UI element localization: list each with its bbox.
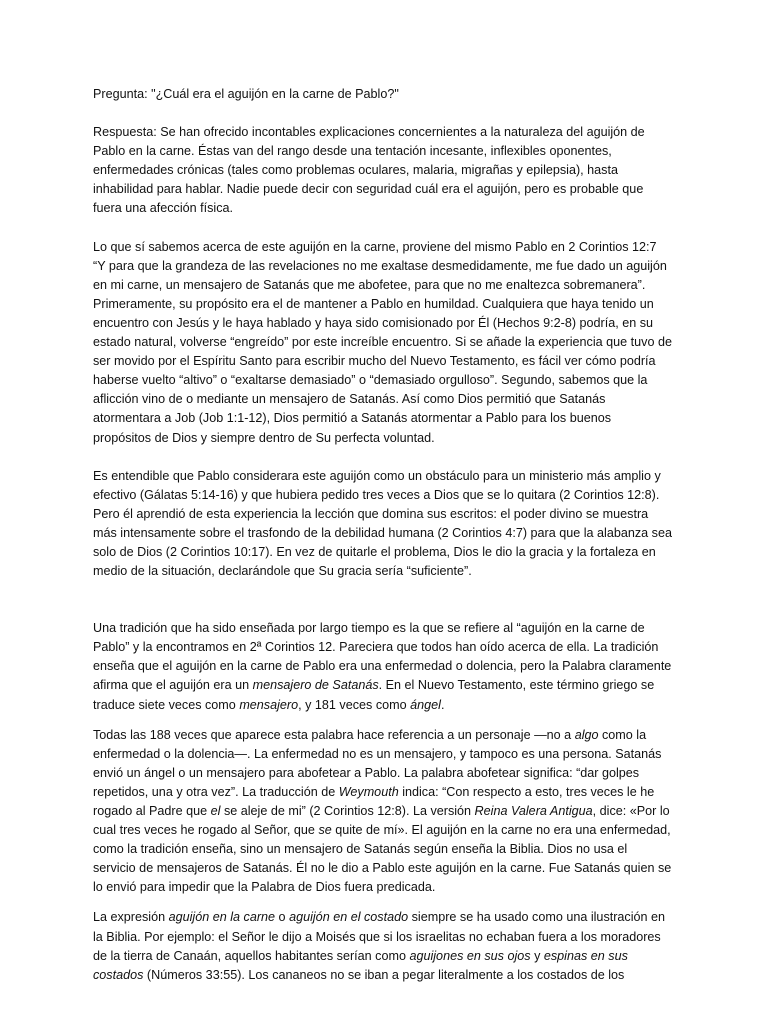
paragraph-tradition — [93, 619, 672, 714]
italic-run: aguijón en el costado — [289, 910, 409, 925]
italic-run: Weymouth — [338, 784, 399, 799]
italic-run: el — [210, 804, 221, 818]
text-run: . — [440, 697, 445, 712]
text-run: , y 181 veces como — [298, 697, 411, 712]
paragraph-second-corinthians: Lo que sí sabemos acerca de este aguijón en la carne, proviene del mismo Pablo en 2 Corintios 12:7 “Y para que la grandeza de las revelaciones no me exaltase desmedidamente, me fue dado un aguijón en mi carne, un mensajero de Satanás que me abofetee, para que no me enaltezca sobremanera”. Primeramente, su propósito era el de mantener a Pablo en humildad. Cualquiera que haya tenido un encuentro con Jesús y le haya hablado y haya sido comisionado por Él (Hechos 9:2-8) podría, en su estado natural, volverse “engreído” por este increíble encuentro. Si se añade la experiencia que tuvo de ser movido por el Espíritu Santo para escribir mucho del Nuevo Testamento, es fácil ver cómo podría haberse vuelto “altivo” o “exaltarse demasiado” o “demasiado orgulloso”. Segundo, sabemos que la aflicción vino de o mediante un mensajero de Satanás. Así como Dios permitió que Satanás atormentara a Job (Job 1:1-12), Dios permitió a Satanás atormentar a Pablo para los buenos propósitos de Dios y siempre dentro de Su perfecta voluntad. — [93, 239, 672, 445]
italic-run: ángel — [410, 697, 441, 712]
text-run: quite de mí». El aguijón en la carne no era una enfermedad, como la tradición enseña, sino un mensajero de Satanás según enseña la Biblia. Dios no usa el servicio de mensajeros de Satanás. Él no le dio a Pablo este aguijón en la carne. Fue Satanás quien se lo envió para impedir que la Palabra de Dios fuera predicada. — [93, 823, 672, 895]
text-run: o — [275, 910, 290, 925]
text-run: se aleje de mi” (2 Corintios 12:8). La versión — [220, 804, 475, 818]
italic-run: mensajero — [239, 697, 299, 712]
italic-run: se — [318, 823, 332, 838]
text-run: como la enfermedad o la dolencia—. La enfermedad no es un mensajero, y tampoco es una persona. Satanás envió un ángel o un mensajero para abofetear a Pablo. La palabra abofetear significa: “dar golpes repetidos, una y otra vez”. La traducción de — [93, 727, 662, 799]
paragraph-expression — [93, 908, 672, 984]
text-run: . En el Nuevo Testamento, este término griego se traduce siete veces como — [93, 678, 655, 712]
italic-run: mensajero de Satanás — [252, 678, 379, 693]
text-run: siempre se ha usado como una ilustración en la Biblia. Por ejemplo: el Señor le dijo a Moisés que si los israelitas no echaban fuera a los moradores de la tierra de Canaán, aquellos habitantes serían como — [93, 910, 666, 963]
text-run: Una tradición que ha sido enseñada por largo tiempo es la que se refiere al “aguijón en la carne de Pablo” y la encontramos en 2ª Corintios 12. Pareciera que todos han oído acerca de ella. La tradición enseña que el aguijón en la carne de Pablo era una enfermedad o dolencia, pero la Palabra claramente afirma que el aguijón era un — [93, 621, 672, 693]
italic-run: aguijón en la carne — [168, 910, 276, 925]
text-run: La expresión — [93, 910, 169, 925]
italic-run: aguijones en sus ojos — [409, 948, 531, 963]
question-heading: Pregunta: "¿Cuál era el aguijón en la carne de Pablo?" — [93, 87, 399, 101]
italic-run: algo — [574, 727, 599, 742]
text-run: indica: “Con respecto a esto, tres veces le he rogado al Padre que — [93, 784, 655, 818]
text-run: (Números 33:55). Los cananeos no se iban a pegar literalmente a los costados de los — [143, 967, 625, 982]
text-run: , dice: «Por lo cual tres veces he rogado al Señor, que — [93, 804, 670, 838]
text-run: y — [530, 948, 544, 963]
text-run: Todas las 188 veces que aparece esta palabra hace referencia a un personaje —no a — [93, 727, 575, 742]
italic-run: Reina Valera Antigua — [474, 804, 593, 818]
paragraph-obstacle: Es entendible que Pablo considerara este aguijón como un obstáculo para un ministerio más amplio y efectivo (Gálatas 5:14-16) y que hubiera pedido tres veces a Dios que se lo quitara (2 Corintios 12:8). Pero él aprendió de esta experiencia la lección que domina sus escritos: el poder divino se muestra más intensamente sobre el trasfondo de la debilidad humana (2 Corintios 4:7) para que la alabanza sea solo de Dios (2 Corintios 10:17). En vez de quitarle el problema, Dios le dio la gracia y la fortaleza en medio de la situación, declarándole que Su gracia sería “suficiente”. — [93, 468, 672, 579]
paragraph-188-times — [93, 726, 672, 898]
italic-run: espinas en sus costados — [93, 948, 628, 982]
answer-paragraph: Respuesta: Se han ofrecido incontables explicaciones concernientes a la naturaleza del aguijón de Pablo en la carne. Éstas van del rango desde una tentación incesante, inflexibles oponentes, enfermedades crónicas (tales como problemas oculares, malaria, migrañas y epilepsia), hasta inhabilidad para hablar. Nadie puede decir con seguridad cuál era el aguijón, pero es probable que fuera una afección física. — [93, 125, 645, 216]
